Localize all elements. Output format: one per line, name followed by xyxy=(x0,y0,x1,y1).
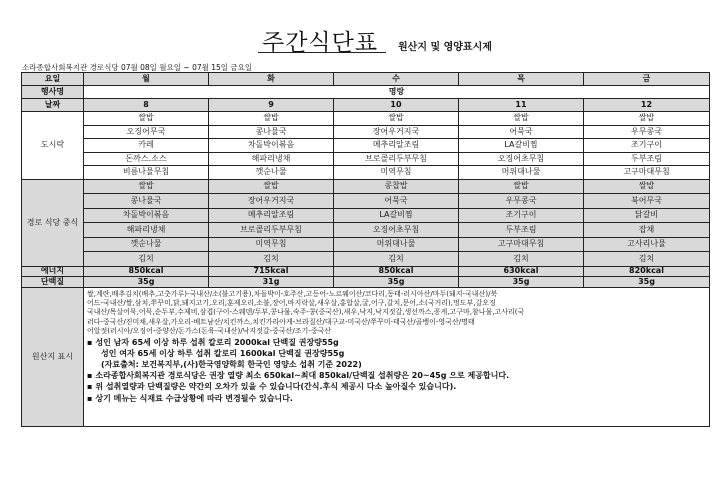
notes-cell xyxy=(84,287,710,426)
protein-row xyxy=(22,277,710,288)
origin-line: 어알젓(러시아/오징어-중양산/돈가스(돈육-국내산)/낙지젓갈-중국산/조기-중국산 xyxy=(87,327,332,336)
menu-item: 차돌박이볶음 xyxy=(84,208,209,223)
menu-item: 김치 xyxy=(459,252,584,267)
bullet-icon: ▪ xyxy=(87,382,93,392)
event-row xyxy=(22,86,710,99)
weekly-menu-table xyxy=(21,72,710,427)
lunch-row xyxy=(22,237,710,252)
menu-item: 머위대나물 xyxy=(459,166,584,180)
menu-item: 해파리냉채 xyxy=(84,223,209,238)
info-line xyxy=(87,370,706,381)
lunch-row xyxy=(22,252,710,267)
title-underline xyxy=(258,52,386,53)
origin-line: 어드-국내산/쌀,삼치,쭈꾸미,닭,돼지고기,오리,훈제오리,소불,장어,바지락살,새우살,홍합살,굴,어구,갈치,문어,소(국거리),멍도부,갈오징 xyxy=(87,298,496,307)
day-row xyxy=(22,73,710,86)
menu-item: 해파리냉채 xyxy=(209,152,334,166)
day-mon: 월 xyxy=(84,73,209,86)
page-subtitle: 원산지 및 영양표시제 xyxy=(398,42,492,53)
calories-value: 715kcal xyxy=(209,266,334,277)
info-line xyxy=(87,337,706,348)
menu-item: 쌀밥 xyxy=(584,112,710,126)
calories-value: 850kcal xyxy=(84,266,209,277)
date-label: 날짜 xyxy=(22,99,84,112)
day-wed: 수 xyxy=(334,73,459,86)
info-line-text: 상기 메뉴는 식재료 수급상황에 따라 변경될수 있습니다. xyxy=(95,393,293,403)
info-line xyxy=(87,393,706,404)
origin-line: 국내산/목살어묵,어묵,순두부,수제비,삼겹(구이-스웨덴/두부,콩나물,숙주-콩(중국산),새우,낙지,낙지젓갈,생선까스,꽁게,고구마,참나물,고사리(국 xyxy=(87,308,525,317)
page-title: 주간식단표 xyxy=(262,30,379,56)
menu-period: 소라종합사회복지관 경로식당 07월 08일 월요일 ~ 07월 15일 금요일 xyxy=(22,63,253,72)
day-tue: 화 xyxy=(209,73,334,86)
protein-value: 35g xyxy=(584,277,710,288)
lunchbox-row xyxy=(22,112,710,126)
menu-item: 머위대나물 xyxy=(334,237,459,252)
menu-item: 김치 xyxy=(584,252,710,267)
menu-item: 미역무침 xyxy=(209,237,334,252)
menu-item: 우무콩국 xyxy=(459,194,584,209)
menu-item: 고구마대무침 xyxy=(584,166,710,180)
menu-item: 카레 xyxy=(84,139,209,153)
menu-item: 콩나물국 xyxy=(84,194,209,209)
lunchbox-label: 도시락 xyxy=(22,112,84,180)
bullet-icon: ▪ xyxy=(87,393,93,403)
menu-item: 조기구이 xyxy=(584,139,710,153)
event-name: 명랑 xyxy=(84,86,710,99)
dining-label: 경로 식당 중식 xyxy=(22,179,84,266)
protein-value: 31g xyxy=(209,277,334,288)
menu-item: 차돌박이볶음 xyxy=(209,139,334,153)
lunchbox-row xyxy=(22,139,710,153)
lunch-row xyxy=(22,223,710,238)
menu-item: 두부조림 xyxy=(584,152,710,166)
menu-item: 닭갈비 xyxy=(584,208,710,223)
menu-item: 콩찹밥 xyxy=(334,179,459,194)
lunchbox-row xyxy=(22,152,710,166)
day-fri: 금 xyxy=(584,73,710,86)
bullet-icon: ▪ xyxy=(87,371,93,381)
menu-item: 김치 xyxy=(84,252,209,267)
origin-line: 쌀,계란,배추김치(배추,고춧가루)-국내산/소(불고기용),차돌박이-호주산,고등어-노르웨이산/코다리,동태-러시아산/마두(돼지-국내산)/북 xyxy=(87,289,498,298)
day-thu: 목 xyxy=(459,73,584,86)
menu-item: LA갈비찜 xyxy=(334,208,459,223)
date-cell: 11 xyxy=(459,99,584,112)
origin-label: 원산지 표시 xyxy=(22,287,84,426)
menu-item: 쌀밥 xyxy=(209,112,334,126)
calories-value: 630kcal xyxy=(459,266,584,277)
menu-item: 어묵국 xyxy=(459,125,584,139)
info-line xyxy=(87,381,706,392)
lunchbox-row xyxy=(22,166,710,180)
calories-label: 에너지 xyxy=(22,266,84,277)
menu-item: 쌀밥 xyxy=(584,179,710,194)
info-row xyxy=(22,287,710,426)
menu-item: 조기구이 xyxy=(459,208,584,223)
menu-item: 북어무국 xyxy=(584,194,710,209)
menu-item: 고사리나물 xyxy=(584,237,710,252)
menu-item: 쌀밥 xyxy=(84,112,209,126)
menu-item: LA갈비찜 xyxy=(459,139,584,153)
info-line: (자료출처: 보건복지부,(사)한국영양학회 한국인 영양소 섭취 기준 2022) xyxy=(101,360,362,370)
info-line: 성인 여자 65세 이상 하루 섭취 칼로리 1600kal 단백질 권장량55g xyxy=(101,348,345,358)
menu-item: 고구마대무침 xyxy=(459,237,584,252)
menu-item: 쌀밥 xyxy=(334,112,459,126)
menu-item: 장어우거지국 xyxy=(209,194,334,209)
date-cell: 9 xyxy=(209,99,334,112)
menu-item: 쌀밥 xyxy=(459,179,584,194)
menu-item: 콩나물국 xyxy=(209,125,334,139)
bullet-icon: ▪ xyxy=(87,337,93,347)
header xyxy=(0,0,714,72)
menu-item: 브로콜리두부무침 xyxy=(334,152,459,166)
date-cell: 12 xyxy=(584,99,710,112)
date-row xyxy=(22,99,710,112)
menu-item: 우무콩국 xyxy=(584,125,710,139)
calories-value: 820kcal xyxy=(584,266,710,277)
protein-value: 35g xyxy=(334,277,459,288)
menu-item: 잡채 xyxy=(584,223,710,238)
info-line-text: 성인 남자 65세 이상 하루 섭취 칼로리 2000kal 단백질 권장량55g xyxy=(95,337,339,347)
calories-value: 850kcal xyxy=(334,266,459,277)
menu-item: 어묵국 xyxy=(334,194,459,209)
menu-item: 비름나물무침 xyxy=(84,166,209,180)
menu-item: 메추리알조림 xyxy=(209,208,334,223)
lunch-row xyxy=(22,179,710,194)
calories-row xyxy=(22,266,710,277)
menu-item: 두부조림 xyxy=(459,223,584,238)
menu-item: 쌀밥 xyxy=(459,112,584,126)
menu-item: 김치 xyxy=(209,252,334,267)
menu-item: 김치 xyxy=(334,252,459,267)
lunch-row xyxy=(22,194,710,209)
protein-label: 단백질 xyxy=(22,277,84,288)
menu-item: 장어우거지국 xyxy=(334,125,459,139)
menu-item: 쌀밥 xyxy=(84,179,209,194)
info-line-text: 소라종합사회복지관 경로식당은 권장 열량 최소 650kal~최대 850kal/단백질 섭취량은 20~45g 으로 제공합니다. xyxy=(95,371,510,381)
protein-value: 35g xyxy=(84,277,209,288)
lunch-row xyxy=(22,208,710,223)
menu-item: 미역무침 xyxy=(334,166,459,180)
date-cell: 10 xyxy=(334,99,459,112)
menu-item: 깻순나물 xyxy=(84,237,209,252)
menu-item: 오징어초무침 xyxy=(334,223,459,238)
date-cell: 8 xyxy=(84,99,209,112)
menu-item: 쌀밥 xyxy=(209,179,334,194)
menu-item: 깻순나물 xyxy=(209,166,334,180)
menu-item: 메추리알조림 xyxy=(334,139,459,153)
menu-item: 오징어무국 xyxy=(84,125,209,139)
info-line-text: 위 섭취열량과 단백질량은 약간의 오차가 있을 수 있습니다(간식.후식 제공시 다소 높아질수 있습니다). xyxy=(95,382,457,392)
lunchbox-row xyxy=(22,125,710,139)
origin-line: 러다-중국산/진미채,새우살,가오리-베트남산/치킨까스,치킨가라아게-브라질산/대구교-미국산/쭈꾸미-태국산/골뱅이-영국산/명태 xyxy=(87,317,475,326)
menu-item: 돈까스.소스 xyxy=(84,152,209,166)
menu-item: 오징어초무침 xyxy=(459,152,584,166)
protein-value: 35g xyxy=(459,277,584,288)
menu-item: 브로콜리두부무침 xyxy=(209,223,334,238)
event-label: 행사명 xyxy=(22,86,84,99)
day-label: 요일 xyxy=(22,73,84,86)
